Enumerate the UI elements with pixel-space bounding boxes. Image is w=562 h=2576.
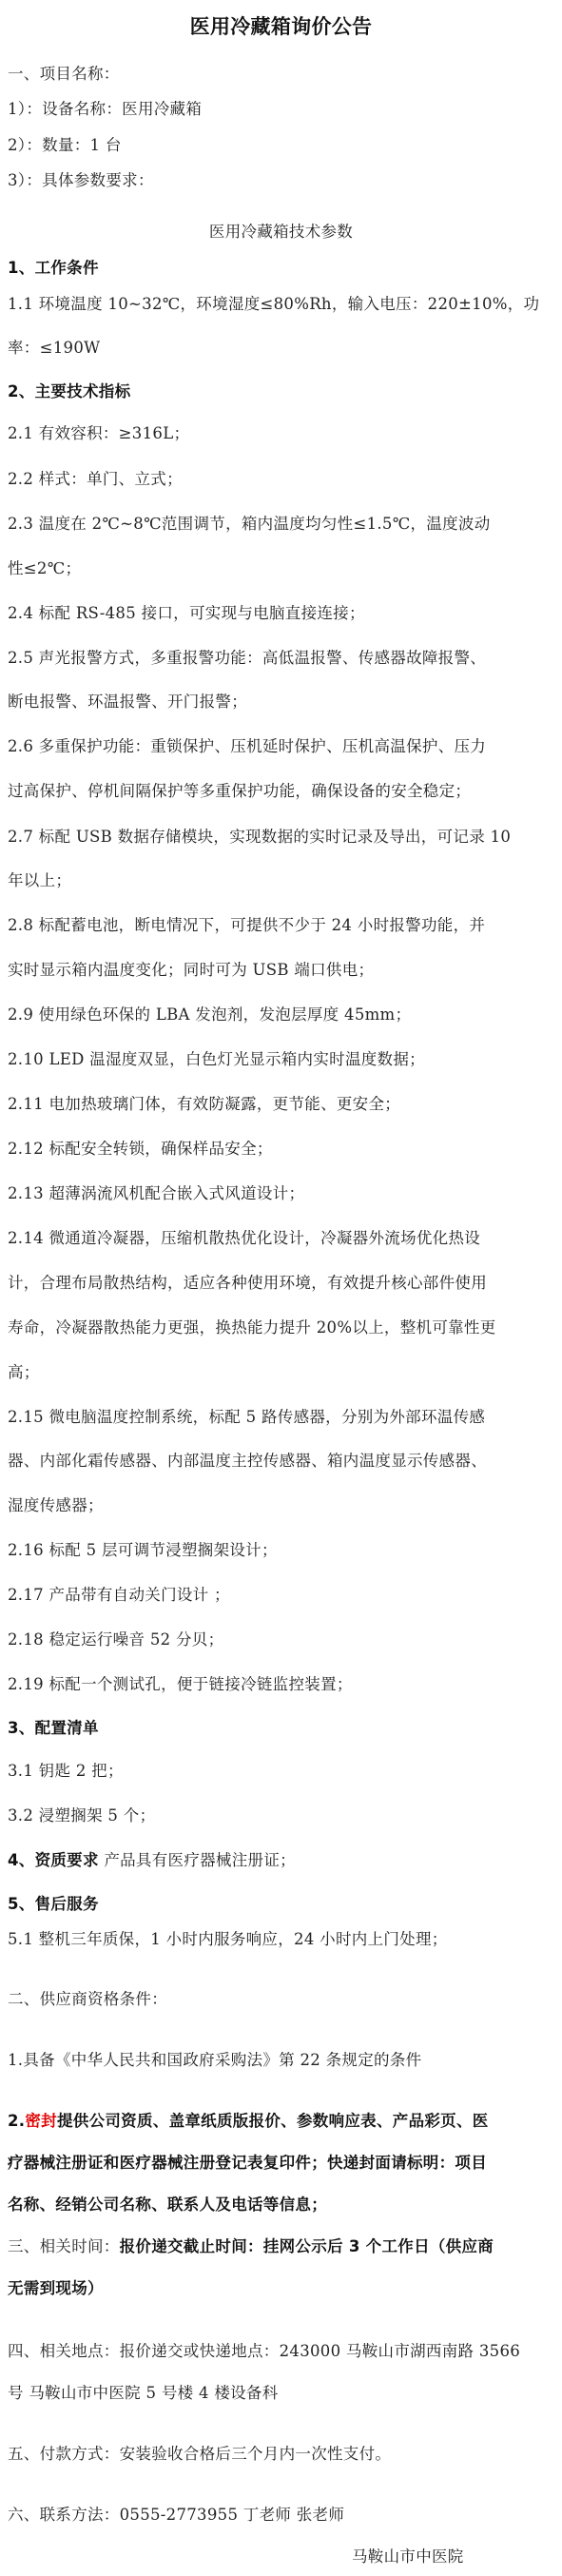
spec-line: 器、内部化霜传感器、内部温度主控传感器、箱内温度显示传感器、: [8, 1452, 487, 1470]
page-title: 医用冷藏箱询价公告: [189, 15, 373, 38]
spec-line: 实时显示箱内温度变化；同时可为 USB 端口供电；: [8, 961, 375, 979]
spec-line: 2.19 标配一个测试孔，便于链接冷链监控装置；: [8, 1675, 353, 1693]
spec-line: 2.12 标配安全转锁，确保样品安全；: [8, 1140, 273, 1158]
section-4-line: 号 马鞍山市中医院 5 号楼 4 楼设备科: [8, 2384, 279, 2402]
spec-line: 2.8 标配蓄电池，断电情况下，可提供不少于 24 小时报警功能，并: [8, 916, 486, 934]
spec-line: 2.5 声光报警方式，多重报警功能：高低温报警、传感器故障报警、: [8, 649, 487, 667]
spec-line: 湿度传感器；: [8, 1496, 104, 1514]
spec-line: 2.15 微电脑温度控制系统，标配 5 路传感器，分别为外部环温传感: [8, 1408, 486, 1426]
spec-line: 2.17 产品带有自动关门设计 ；: [8, 1586, 230, 1604]
spec-line: 2.3 温度在 2℃~8℃范围调节，箱内温度均匀性≤1.5℃，温度波动: [8, 515, 491, 533]
spec-line: 2.7 标配 USB 数据存储模块，实现数据的实时记录及导出，可记录 10: [8, 828, 512, 846]
spec-line: 断电报警、环温报警、开门报警；: [8, 693, 247, 711]
spec-line: 高；: [8, 1363, 40, 1381]
spec-line: 2.9 使用绿色环保的 LBA 发泡剂，发泡层厚度 45mm；: [8, 1005, 412, 1024]
supplier-condition-line: 2.密封提供公司资质、盖章纸质版报价、参数响应表、产品彩页、医: [8, 2112, 489, 2130]
spec-line: 2.13 超薄涡流风机配合嵌入式风道设计；: [8, 1184, 305, 1202]
sealed-emphasis: 密封: [25, 2112, 57, 2130]
spec-line: 性≤2℃；: [8, 559, 82, 577]
spec-line: 2.10 LED 温湿度双显，白色灯光显示箱内实时温度数据；: [8, 1050, 425, 1068]
tech-specs-heading: 2、主要技术指标: [8, 382, 131, 400]
spec-line: 2.6 多重保护功能：重锁保护、压机延时保护、压机高温保护、压力: [8, 737, 487, 755]
section-3-line: [8, 2234, 494, 2256]
section-3-label: 三、相关时间：: [8, 2237, 120, 2255]
section-5-line: 五、付款方式：安装验收合格后三个月内一次性支付。: [8, 2445, 392, 2463]
supplier-condition-line: 名称、经销公司名称、联系人及电话等信息；: [8, 2195, 327, 2214]
spec-line: 2.11 电加热玻璃门体，有效防凝露，更节能、更安全；: [8, 1095, 401, 1113]
qualification-heading: 4、资质要求: [8, 1851, 99, 1869]
config-line: 3.1 钥匙 2 把；: [8, 1762, 124, 1780]
spec-line: 过高保护、停机间隔保护等多重保护功能，确保设备的安全稳定；: [8, 782, 472, 800]
deadline-text: 报价递交截止时间：挂网公示后 3 个工作日（供应商: [119, 2237, 494, 2255]
item-quantity: 2）：数量：1 台: [8, 136, 122, 154]
section-4-line: 四、相关地点：报价递交或快递地点：243000 马鞍山市湖西南路 3566: [8, 2342, 521, 2360]
item-params: 3）：具体参数要求：: [8, 171, 154, 189]
work-conditions-line: 率：≤190W: [8, 339, 101, 357]
spec-line: 年以上；: [8, 871, 72, 889]
after-sales-line: 5.1 整机三年质保，1 小时内服务响应，24 小时内上门处理；: [8, 1930, 448, 1948]
spec-line: 2.14 微通道冷凝器，压缩机散热优化设计，冷凝器外流场优化热设: [8, 1229, 481, 1247]
work-conditions-line: 1.1 环境温度 10~32℃，环境湿度≤80%Rh，输入电压：220±10%，功: [8, 295, 540, 313]
spec-line: 2.16 标配 5 层可调节浸塑搁架设计；: [8, 1541, 278, 1559]
spec-line: 计，合理布局散热结构，适应各种使用环境，有效提升核心部件使用: [8, 1274, 487, 1292]
supplier-condition-line: 疗器械注册证和医疗器械注册登记表复印件；快递封面请标明：项目: [8, 2154, 487, 2172]
spec-line: 2.4 标配 RS-485 接口，可实现与电脑直接连接；: [8, 604, 365, 622]
spec-line: 2.1 有效容积：≥316L；: [8, 424, 190, 442]
supplier-condition-line: 1.具备《中华人民共和国政府采购法》第 22 条规定的条件: [8, 2051, 422, 2069]
section-2-heading: 二、供应商资格条件：: [8, 1990, 167, 2008]
after-sales-heading: 5、售后服务: [8, 1895, 99, 1913]
item-device-name: 1）：设备名称：医用冷藏箱: [8, 100, 203, 118]
config-heading: 3、配置清单: [8, 1719, 99, 1737]
spec-line: 2.18 稳定运行噪音 52 分贝；: [8, 1630, 224, 1649]
section-6-line: 六、联系方法：0555-2773955 丁老师 张老师: [8, 2506, 345, 2524]
config-line: 3.2 浸塑搁架 5 个；: [8, 1806, 156, 1825]
qualification-line: [8, 1847, 296, 1870]
deadline-text-cont: 无需到现场）: [8, 2279, 104, 2297]
signature-organization: 马鞍山市中医院: [352, 2547, 464, 2566]
spec-line: 寿命，冷凝器散热能力更强，换热能力提升 20%以上，整机可靠性更: [8, 1318, 496, 1337]
section-1-heading: 一、项目名称：: [8, 65, 120, 83]
qualification-text: 产品具有医疗器械注册证；: [98, 1851, 296, 1869]
work-conditions-heading: 1、工作条件: [8, 259, 99, 277]
spec-line: 2.2 样式：单门、立式；: [8, 470, 183, 488]
params-title: 医用冷藏箱技术参数: [208, 223, 354, 241]
